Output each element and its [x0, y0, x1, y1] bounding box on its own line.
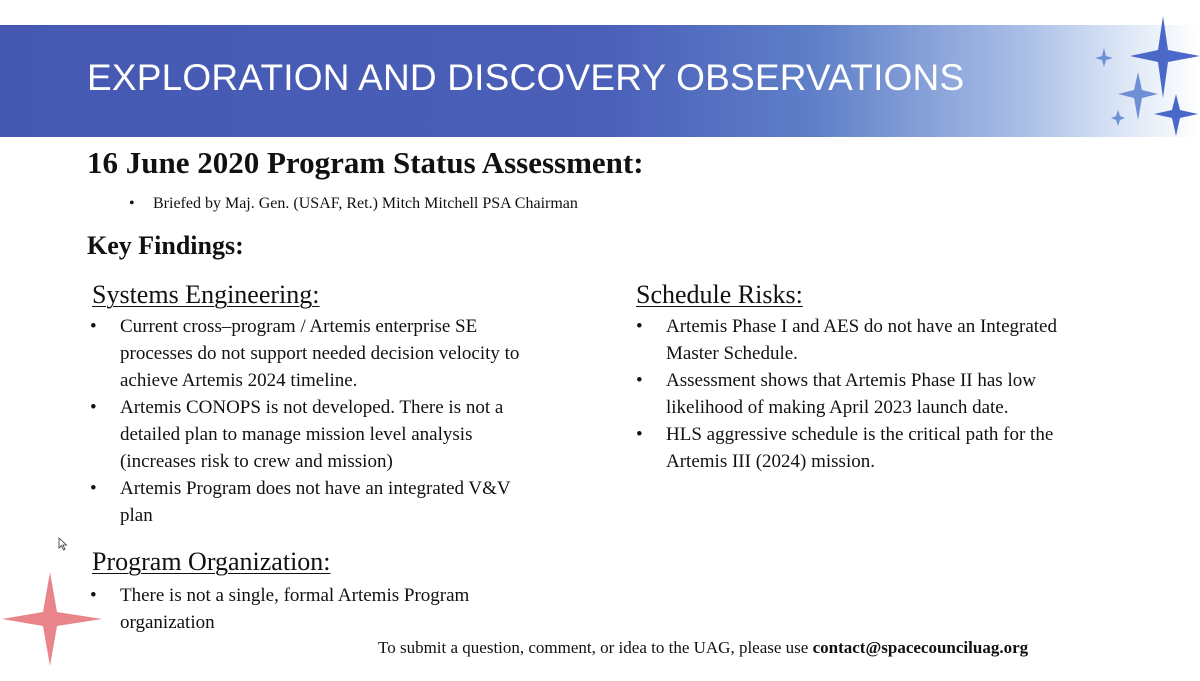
line: Artemis CONOPS is not developed. There is not a: [120, 397, 504, 418]
slide-title: EXPLORATION AND DISCOVERY OBSERVATIONS: [87, 57, 965, 98]
list-item: [636, 313, 1156, 367]
systems-engineering-list: [90, 313, 610, 529]
tiny-star-icon: [1111, 110, 1125, 126]
line: likelihood of making April 2023 launch date.: [666, 397, 1009, 418]
bullet: •: [90, 397, 97, 418]
line: plan: [120, 505, 153, 526]
briefed-by-line: [129, 195, 578, 213]
top-strip: [0, 0, 1200, 24]
right-star-icon: [1154, 94, 1198, 136]
systems-engineering-heading: Systems Engineering:: [92, 280, 320, 309]
contact-email-link[interactable]: contact@spacecounciluag.org: [812, 638, 1029, 657]
list-item: [90, 394, 610, 475]
bullet: •: [90, 478, 97, 499]
list-item: [636, 367, 1156, 421]
list-item: [90, 582, 610, 636]
bullet: •: [129, 195, 135, 212]
line: processes do not support needed decision velocity to: [120, 343, 520, 364]
pink-star-icon: [2, 572, 102, 666]
list-item: [636, 421, 1156, 475]
line: organization: [120, 612, 215, 633]
line: Artemis Program does not have an integrated V&V: [120, 478, 511, 499]
line: achieve Artemis 2024 timeline.: [120, 370, 358, 391]
list-item: [90, 475, 610, 529]
bullet: •: [636, 316, 643, 337]
footer-contact: [378, 638, 1028, 658]
line: Assessment shows that Artemis Phase II has low: [666, 370, 1036, 391]
assessment-title: 16 June 2020 Program Status Assessment:: [87, 145, 644, 180]
line: detailed plan to manage mission level analysis: [120, 424, 473, 445]
bullet: •: [90, 585, 97, 606]
bullet: •: [90, 316, 97, 337]
mouse-cursor-icon: [58, 537, 68, 551]
line: There is not a single, formal Artemis Program: [120, 585, 470, 606]
line: Artemis Phase I and AES do not have an Integrated: [666, 316, 1057, 337]
bullet: •: [636, 424, 643, 445]
list-item: [90, 313, 610, 394]
footer-text: To submit a question, comment, or idea to the UAG, please use: [378, 638, 813, 657]
key-findings-heading: Key Findings:: [87, 231, 244, 260]
line: Current cross–program / Artemis enterprise SE: [120, 316, 478, 337]
line: Artemis III (2024) mission.: [666, 451, 875, 472]
briefed-by-text: Briefed by Maj. Gen. (USAF, Ret.) Mitch Mitchell PSA Chairman: [153, 195, 578, 212]
program-organization-heading: Program Organization:: [92, 547, 331, 576]
line: Master Schedule.: [666, 343, 798, 364]
line: HLS aggressive schedule is the critical path for the: [666, 424, 1054, 445]
bullet: •: [636, 370, 643, 391]
line: (increases risk to crew and mission): [120, 451, 393, 472]
star-cluster-icon: [1090, 10, 1200, 140]
program-organization-list: [90, 582, 610, 636]
small-star-icon: [1095, 48, 1113, 67]
schedule-risks-list: [636, 313, 1156, 475]
schedule-risks-heading: Schedule Risks:: [636, 280, 803, 309]
medium-star-icon: [1118, 72, 1158, 120]
